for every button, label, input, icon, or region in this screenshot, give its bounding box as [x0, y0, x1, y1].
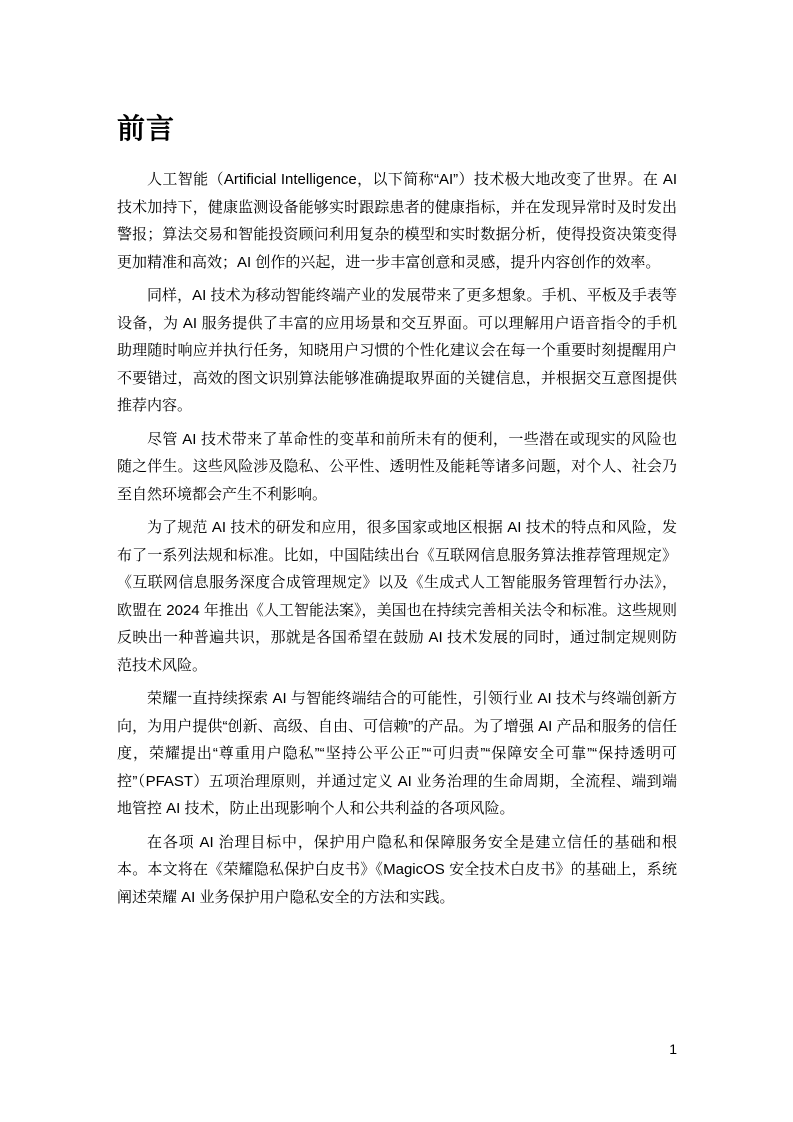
- paragraph-regulations: 为了规范 AI 技术的研发和应用，很多国家或地区根据 AI 技术的特点和风险，发布了一系列法规和标准。比如，中国陆续出台《互联网信息服务算法推荐管理规定》《互联网信息服务深度合成管理规定》以及《生成式人工智能服务管理暂行办法》，欧盟在 2024 年推出《人工智能法案》，美国也在持续完善相关法令和标准。这些规则反映出一种普遍共识，那就是各国希望在鼓励 AI 技术发展的同时，通过制定规则防范技术风险。: [117, 519, 677, 674]
- paragraph-mobile-terminal: 同样，AI 技术为移动智能终端产业的发展带来了更多想象。手机、平板及手表等设备，为 AI 服务提供了丰富的应用场景和交互界面。可以理解用户语音指令的手机助理随时响应并执行任务，知晓用户习惯的个性化建议会在每一个重要时刻提醒用户不要错过，高效的图文识别算法能够准确提取界面的关键信息，并根据交互意图提供推荐内容。: [117, 287, 677, 414]
- paragraph-risks: 尽管 AI 技术带来了革命性的变革和前所未有的便利，一些潜在或现实的风险也随之伴生。这些风险涉及隐私、公平性、透明性及能耗等诸多问题，对个人、社会乃至自然环境都会产生不利影响。: [117, 430, 677, 503]
- page-title: 前言: [117, 113, 176, 144]
- body-text: [117, 166, 677, 911]
- paragraph-intro-ai: 人工智能（Artificial Intelligence，以下简称“AI”）技术极大地改变了世界。在 AI 技术加持下，健康监测设备能够实时跟踪患者的健康指标，并在发现异常时及时发出警报；算法交易和智能投资顾问利用复杂的模型和实时数据分析，使得投资决策变得更加精准和高效；AI 创作的兴起，进一步丰富创意和灵感，提升内容创作的效率。: [117, 171, 677, 271]
- page-footer: [117, 1040, 677, 1058]
- paragraph-honor-principles: 荣耀一直持续探索 AI 与智能终端结合的可能性，引领行业 AI 技术与终端创新方向，为用户提供“创新、高级、自由、可信赖”的产品。为了增强 AI 产品和服务的信任度，荣耀提出“尊重用户隐私”“坚持公平公正”“可归责”“保障安全可靠”“保持透明可控”（PFAST）五项治理原则，并通过定义 AI 业务治理的生命周期，全流程、端到端地管控 AI 技术，防止出现影响个人和公共利益的各项风险。: [117, 690, 677, 817]
- paragraph-whitepaper-basis: 在各项 AI 治理目标中，保护用户隐私和保障服务安全是建立信任的基础和根本。本文将在《荣耀隐私保护白皮书》《MagicOS 安全技术白皮书》的基础上，系统阐述荣耀 AI 业务保护用户隐私安全的方法和实践。: [117, 833, 677, 906]
- page-number: 1: [669, 1041, 677, 1057]
- page-content: [117, 112, 677, 917]
